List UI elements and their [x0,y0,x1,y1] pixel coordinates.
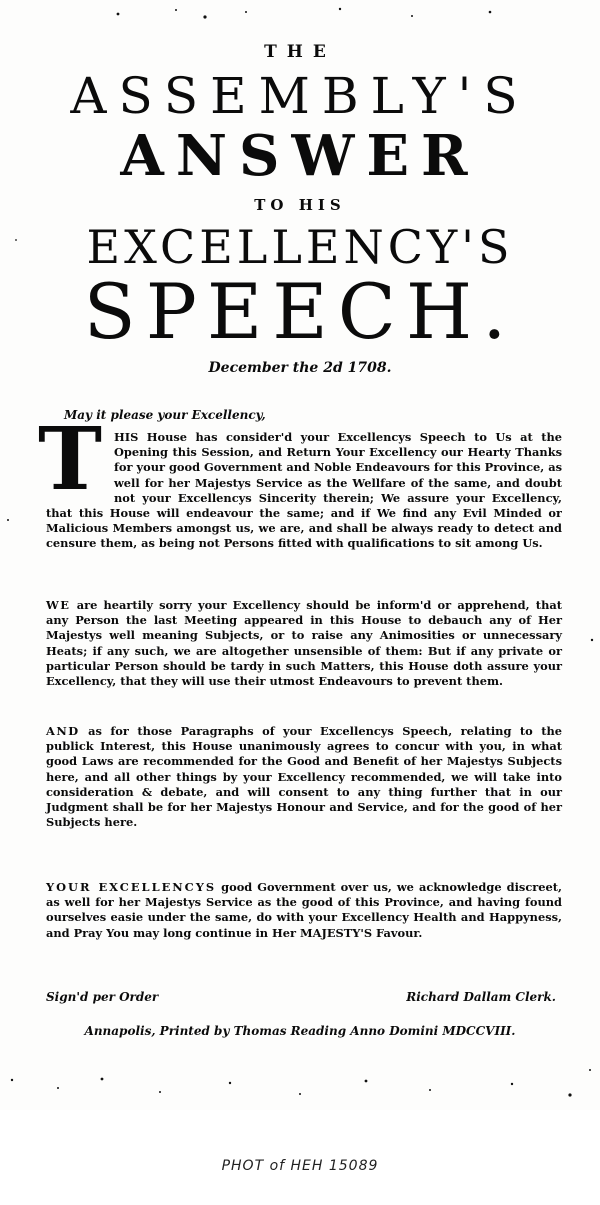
title-to-his: TO HIS [254,196,346,214]
title-answer: ANSWER [120,123,480,189]
paragraph-2-text: are heartily sorry your Excellency should be inform'd or apprehend, that any Person the last Meeting appeared in this House to debauch any of Her Majestys well meaning Subjects, or to raise any Animosities or unnecessary Heats; if any such, we are altogether unsensible of them: But if any private or particular Person should be tardy in such Matters, this House doth assure your Excellency, that they will use their utmost Endeavours to prevent them. [46,598,562,689]
title-the: THE [264,42,336,62]
paragraph-4 [46,880,562,941]
paragraph-3-text: as for those Paragraphs of your Excellencys Speech, relating to the publick Interest, this House unanimously agrees to concur with you, in what good Laws are recommended for the Good and Benefit of her Majestys Subjects here, and all other things by your Excellency recommended, we will take into consideration & debate, and will consent to any thing further that in our Judgment shall be for her Majestys Honour and Service, and for the good of her Subjects here. [46,724,562,830]
drop-capital: T [38,409,102,510]
paragraph-3 [46,724,562,830]
paragraph-1 [46,430,562,585]
paragraph-4-text: good Government over us, we acknowledge discreet, as well for her Majestys Service as the good of this Province, and having found ourselves easie under the same, do with your Excellency Health and Happyness, and Pray You may long continue in Her MAJESTY'S Favour. [46,880,562,940]
paragraph-3-lead: AND [46,724,80,738]
imprint-line: Annapolis, Printed by Thomas Reading Anno Domini MDCCVIII. [84,1024,516,1038]
title-assemblys: ASSEMBLY'S [70,67,530,125]
clerk-signature: Richard Dallam Clerk. [406,990,556,1004]
handwritten-catalog-note: PHOT of HEH 15089 [221,1158,379,1174]
paragraph-2-lead: WE [46,598,71,612]
dropcap-indent [46,430,114,496]
paragraph-4-lead: YOUR EXCELLENCYS [46,880,217,894]
title-speech: SPEECH. [83,267,517,356]
signed-line: Sign'd per Order [46,990,159,1004]
title-excellencys: EXCELLENCY'S [86,220,514,274]
salutation: May it please your Excellency, [64,408,266,422]
paragraph-2 [46,598,562,689]
date-line: December the 2d 1708. [208,360,392,376]
paragraph-1-text: HIS House has consider'd your Excellencys Speech to Us at the Opening this Session, and Return Your Excellency our Hearty Thanks for your good Government and Noble Endeavours for this Province, as well for her Majestys Service as the Wellfare of the same, and doubt not your Excellencys Sincerity therein; We assure your Excellency, that this House will endeavour the same; and if We find any Evil Minded or Malicious Members amongst us, we are, and shall be always ready to detect and censure them, as being not Persons fitted with qualifications to sit among Us. [46,430,562,551]
